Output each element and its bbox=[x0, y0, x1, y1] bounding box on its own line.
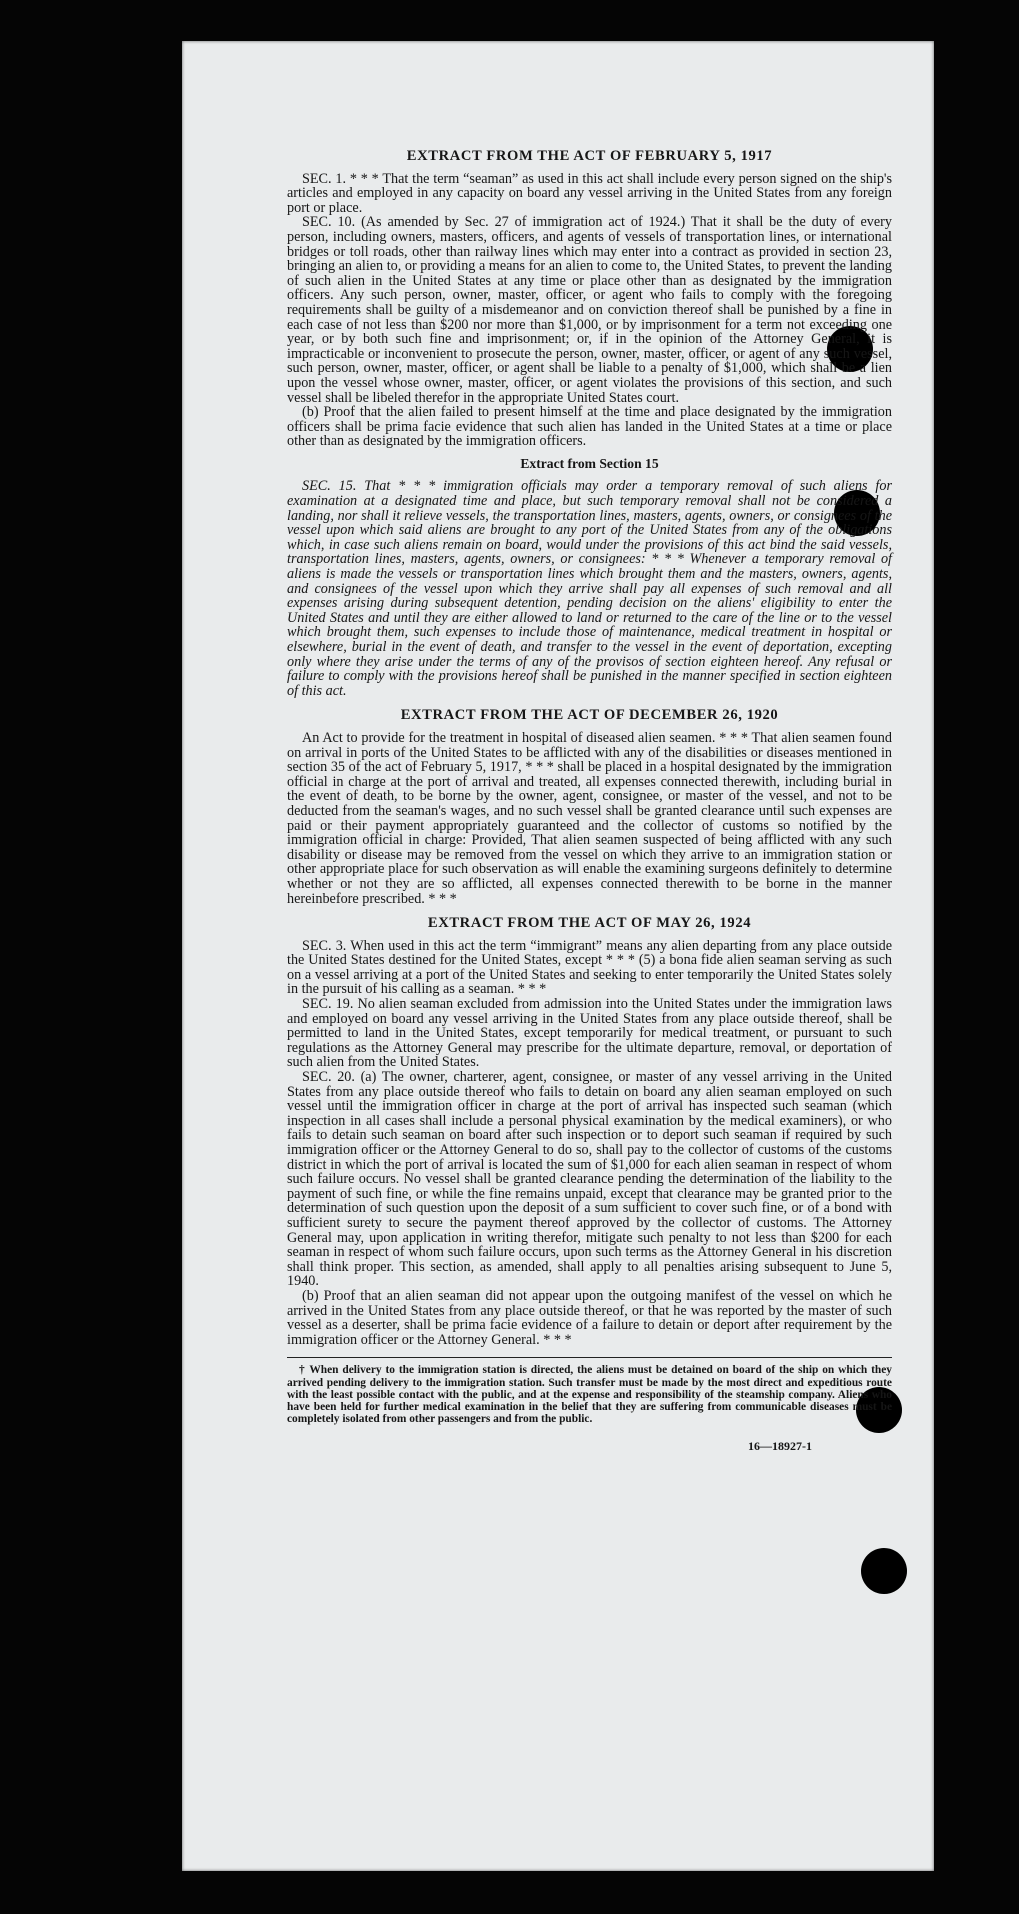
paragraph: (b) Proof that an alien seaman did not appear upon the outgoing manifest of the vessel on which he arrived in the United States from any place outside thereof, or that he was reported by the master of such vessel as a deserter, shall be prima facie evidence of a failure to detain or deport after requirement by the immigration officer or the Attorney General. * * * bbox=[287, 1287, 892, 1348]
paragraph: An Act to provide for the treatment in hospital of diseased alien seamen. * * * That alien seamen found on arrival in ports of the United States to be afflicted with any of the disabilities or diseases mentioned in section 35 of the act of February 5, 1917, * * * shall be placed in a hospital designated by the immigration official in charge at the port of arrival and treated, all expenses connected therewith, including burial in the event of death, to be borne by the owner, agent, consignee, or master of the vessel, and not to be deducted from the seaman's wages, and no such vessel shall be granted clearance until such expenses are paid or their payment appropriately guaranteed and the collector of customs so notified by the immigration official in charge: Provided, That alien seamen suspected of being afflicted with any such disability or disease may be removed from the vessel on which they arrive to an immigration station or other appropriate place for such observation as will enable the examining surgeons definitely to determine whether or not they are so afflicted, all expenses connected therewith to be borne in the manner hereinbefore prescribed. * * * bbox=[287, 729, 892, 907]
paragraph: SEC. 15. That * * * immigration officials may order a temporary removal of such aliens for examination at a designated time and place, but such temporary removal shall not be considered a landing, nor shall it relieve vessels, the transportation lines, masters, agents, owners, or consignees of the vessel upon which said aliens are brought to any port of the United States from any of the obligations which, in case such aliens remain on board, would under the provisions of this act bind the said vessels, transportation lines, masters, agents, owners, or consignees: * * * Whenever a temporary removal of aliens is made the vessels or transportation lines which brought them and the masters, owners, agents, and consignees of the vessel upon which they arrive shall pay all expenses of such removal and all expenses arising during subsequent detention, pending decision on the aliens' eligibility to enter the United States and until they are either allowed to land or returned to the care of the line or to the vessel which brought them, such expenses to include those of maintenance, medical treatment in hospital or elsewhere, burial in the event of death, and transfer to the vessel in the event of deportation, excepting only where they arise under the terms of any of the provisos of section eighteen hereof. Any refusal or failure to comply with the provisions hereof shall be punished in the manner specified in section eighteen of this act. bbox=[287, 478, 892, 699]
paragraph: SEC. 20. (a) The owner, charterer, agent, consignee, or master of any vessel arriving in the United States from any place outside thereof who fails to detain on board any alien seaman employed on such vessel until the immigration officer in charge at the port of arrival has inspected such seaman (which inspection in all cases shall include a personal physical examination by the medical examiners), or who fails to detain such seaman on board after such inspection or to deport such seaman if required by such immigration officer or the Attorney General to do so, shall pay to the collector of customs of the customs district in which the port of arrival is located the sum of $1,000 for each alien seaman in respect of whom such failure occurs. No vessel shall be granted clearance pending the determination of the liability to the payment of such fine, or while the fine remains unpaid, except that clearance may be granted prior to the determination of such question upon the deposit of a sum sufficient to cover such fine, or of a bond with sufficient surety to secure the payment thereof approved by the collector of customs. The Attorney General may, upon application in writing therefor, mitigate such penalty to not less than $200 for each seaman in respect of whom such failure occurs, upon such terms as the Attorney General in his discretion shall think proper. This section, as amended, shall apply to all penalties arising subsequent to June 5, 1940. bbox=[287, 1069, 892, 1290]
document-content bbox=[287, 149, 892, 1454]
form-number: 16—18927-1 bbox=[748, 1439, 812, 1454]
section-title-1924: EXTRACT FROM THE ACT OF MAY 26, 1924 bbox=[427, 915, 752, 932]
footnote-text: † When delivery to the immigration station is directed, the aliens must be detained on board of the ship on which they arrived pending delivery to the immigration station. Such transfer must be made by the most direct and expeditious route with the least possible contact with the public, and at the expense and responsibility of the steamship company. Aliens who have been held for further medical examination in the belief that they are suffering from communicable diseases must be completely isolated from other passengers and from the public. bbox=[287, 1364, 892, 1426]
paragraph: SEC. 19. No alien seaman excluded from admission into the United States under the immigration laws and employed on board any vessel arriving in the United States from any place outside thereof, shall be permitted to land in the United States, except temporarily for medical treatment, or pursuant to such regulations as the Attorney General may prescribe for the ultimate departure, removal, or deportation of such alien from the United States. bbox=[287, 996, 892, 1071]
paragraph: (b) Proof that the alien failed to present himself at the time and place designated by the immigration officers shall be prima facie evidence that such alien has landed in the United States at a time or place other than as designated by the immigration officers. bbox=[287, 404, 892, 450]
paragraph: SEC. 1. * * * That the term “seaman” as used in this act shall include every person signed on the ship's articles and employed in any capacity on board any vessel arriving in the United States from any foreign port or place. bbox=[287, 170, 892, 216]
footnote bbox=[287, 1357, 892, 1425]
paragraph: SEC. 10. (As amended by Sec. 27 of immigration act of 1924.) That it shall be the duty of every person, including owners, masters, officers, and agents of vessels of transportation lines, or international bridges or toll roads, other than railway lines which may enter into a contract as provided in section 23, bringing an alien to, or providing a means for an alien to come to, the United States, to prevent the landing of such alien in the United States at any time or place other than as designated by the immigration officers. Any such person, owner, master, officer, or agent who fails to comply with the foregoing requirements shall be guilty of a misdemeanor and on conviction thereof shall be punished by a fine in each case of not less than $200 nor more than $1,000, or by imprisonment for a term not exceeding one year, or by both such fine and imprisonment; or, if in the opinion of the Attorney General, it is impracticable or inconvenient to prosecute the person, owner, master, officer, or agent of any such vessel, such person, owner, master, officer, or agent shall be liable to a penalty of $1,000, which shall be a lien upon the vessel whose owner, master, officer, or agent violates the provisions of this section, and such vessel shall be libeled therefor in the appropriate United States court. bbox=[287, 214, 892, 406]
section-title-1920: EXTRACT FROM THE ACT OF DECEMBER 26, 1920 bbox=[400, 707, 779, 724]
punch-hole bbox=[861, 1548, 907, 1594]
section-title-section-15: Extract from Section 15 bbox=[520, 455, 659, 471]
paragraph: SEC. 3. When used in this act the term “immigrant” means any alien departing from any place outside the United States destined for the United States, except * * * (5) a bona fide alien seaman serving as such on a vessel arriving at a port of the United States and seeking to enter temporarily the United States solely in the pursuit of his calling as a seaman. * * * bbox=[287, 937, 892, 998]
section-15-body bbox=[287, 479, 892, 698]
section-title-1917: EXTRACT FROM THE ACT OF FEBRUARY 5, 1917 bbox=[406, 148, 773, 164]
document-page bbox=[182, 41, 934, 1871]
